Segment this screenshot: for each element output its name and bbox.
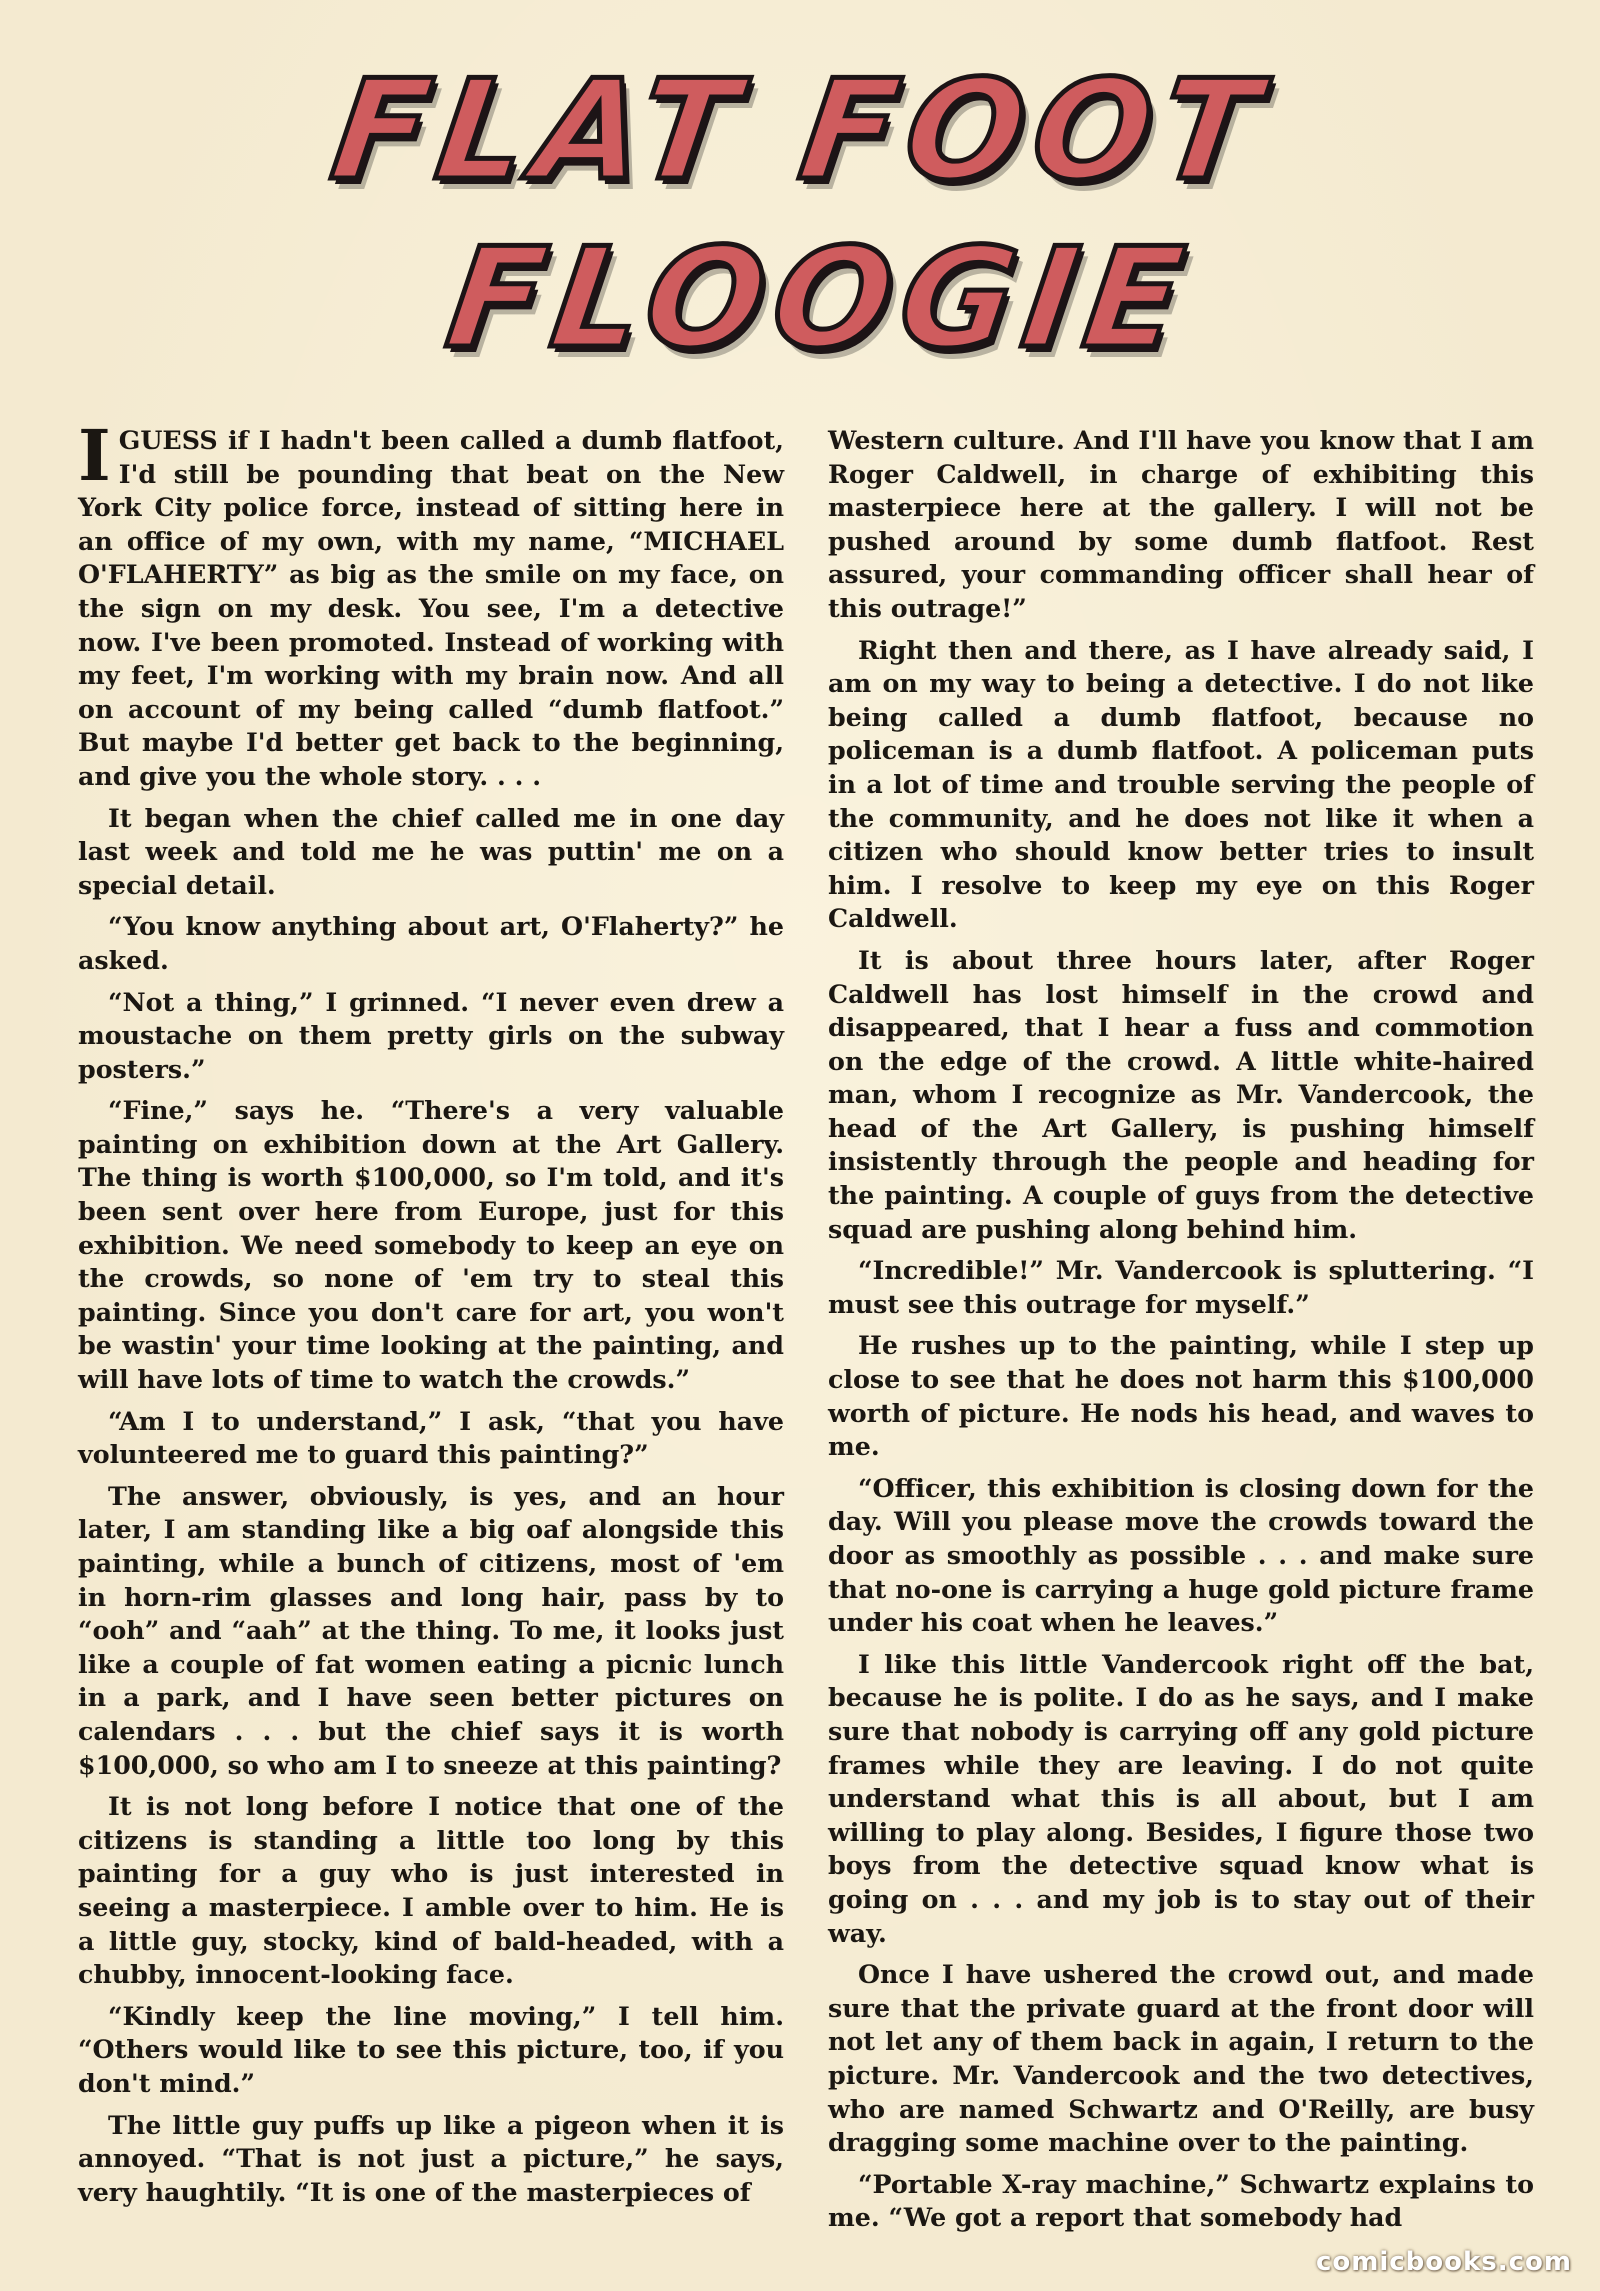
paragraph: It began when the chief called me in one day last week and told me he was puttin' me on a special detail.: [78, 802, 784, 900]
paragraph: Western culture. And I'll have you know that I am Roger Caldwell, in charge of exhibiting this masterpiece here at the gallery. I will not be pushed around by some dumb flatfoot. Rest assured, your commanding officer shall hear of this outrage!”: [828, 425, 1534, 623]
paragraph: “Kindly keep the line moving,” I tell him. “Others would like to see this picture, too, if you don't mind.”: [78, 2000, 784, 2098]
paragraph: “Am I to understand,” I ask, “that you have volunteered me to guard this painting?”: [78, 1405, 784, 1470]
paragraph: “Officer, this exhibition is closing down for the day. Will you please move the crowds toward the door as smoothly as possible . . . and make sure that no-one is carrying a huge gold picture frame under his coat when he leaves.”: [828, 1472, 1534, 1638]
site-watermark: comicbooks.com: [1315, 2247, 1572, 2277]
paragraph: He rushes up to the painting, while I step up close to see that he does not harm this $100,000 worth of picture. He nods his head, and waves to me.: [828, 1330, 1534, 1462]
paragraph: The little guy puffs up like a pigeon when it is annoyed. “That is not just a picture,” he says, very haughtily. “It is one of the masterpieces of: [78, 2109, 784, 2207]
paragraph: It is not long before I notice that one of the citizens is standing a little too long by this painting for a guy who is just interested in seeing a masterpiece. I amble over to him. He is a little guy, stocky, kind of bald-headed, with a chubby, innocent-looking face.: [78, 1791, 784, 1990]
right-column: [828, 424, 1534, 2243]
paragraph: Once I have ushered the crowd out, and made sure that the private guard at the front door will not let any of them back in again, I return to the picture. Mr. Vandercook and the two detectives, who are named Schwartz and O'Reilly, are busy dragging some machine over to the painting.: [828, 1959, 1534, 2158]
paragraph: “Incredible!” Mr. Vandercook is spluttering. “I must see this outrage for myself.”: [828, 1255, 1534, 1319]
paragraph: [78, 414, 784, 794]
paragraph: Right then and there, as I have already said, I am on my way to being a detective. I do not like being called a dumb flatfoot, because no policeman is a dumb flatfoot. A policeman puts in a lot of time and trouble serving the people of the community, and he does not like it when a citizen who should know better tries to insult him. I resolve to keep my eye on this Roger Caldwell.: [828, 634, 1534, 934]
left-column: [78, 414, 784, 2217]
title-line-1: FLAT FOOT: [323, 50, 1277, 211]
paragraph: The answer, obviously, is yes, and an hour later, I am standing like a big oaf alongside this painting, while a bunch of citizens, most of 'em in horn-rim glasses and long hair, pass by to “ooh” and “aah” at the thing. To me, it looks just like a couple of fat women eating a picnic lunch in a park, and I have seen better pictures on calendars . . . but the chief says it is worth $100,000, so who am I to sneeze at this painting?: [78, 1480, 784, 1780]
paragraph: I like this little Vandercook right off the bat, because he is polite. I do as he says, and I make sure that nobody is carrying off any gold picture frames while they are leaving. I do not quite understand what this is all about, but I am willing to play along. Besides, I figure those two boys from the detective squad know what is going on . . . and my job is to stay out of their way.: [828, 1648, 1534, 1948]
paragraph: “Fine,” says he. “There's a very valuable painting on exhibition down at the Art Gallery. The thing is worth $100,000, so I'm told, and it's been sent over here from Europe, just for this exhibition. We need somebody to keep an eye on the crowds, so none of 'em try to steal this painting. Since you don't care for art, you won't be wastin' your time looking at the painting, and will have lots of time to watch the crowds.”: [78, 1095, 784, 1395]
title-line-2: FLOOGIE: [438, 218, 1202, 379]
paragraph-text: GUESS if I hadn't been called a dumb flatfoot, I'd still be pounding that beat on the New York City police force, instead of sitting here in an office of my own, with my name, “MICHAEL O'FLAHERTY” as big as the smile on my face, on the sign on my desk. You see, I'm a detective now. I've been promoted. Instead of working with my feet, I'm working with my brain now. And all on account of my being called “dumb flatfoot.” But maybe I'd better get back to the beginning, and give you the whole story. . . .: [78, 425, 784, 791]
paragraph: “You know anything about art, O'Flaherty?” he asked.: [78, 911, 784, 975]
paragraph: “Not a thing,” I grinned. “I never even drew a moustache on them pretty girls on the subway posters.”: [78, 986, 784, 1084]
drop-cap: I: [78, 414, 111, 497]
paragraph: It is about three hours later, after Roger Caldwell has lost himself in the crowd and disappeared, that I hear a fuss and commotion on the edge of the crowd. A little white-haired man, whom I recognize as Mr. Vandercook, the head of the Art Gallery, is pushing himself insistently through the people and heading for the painting. A couple of guys from the detective squad are pushing along behind him.: [828, 944, 1534, 1244]
story-title: [0, 40, 1600, 400]
paragraph: “Portable X-ray machine,” Schwartz explains to me. “We got a report that somebody had: [828, 2168, 1534, 2233]
